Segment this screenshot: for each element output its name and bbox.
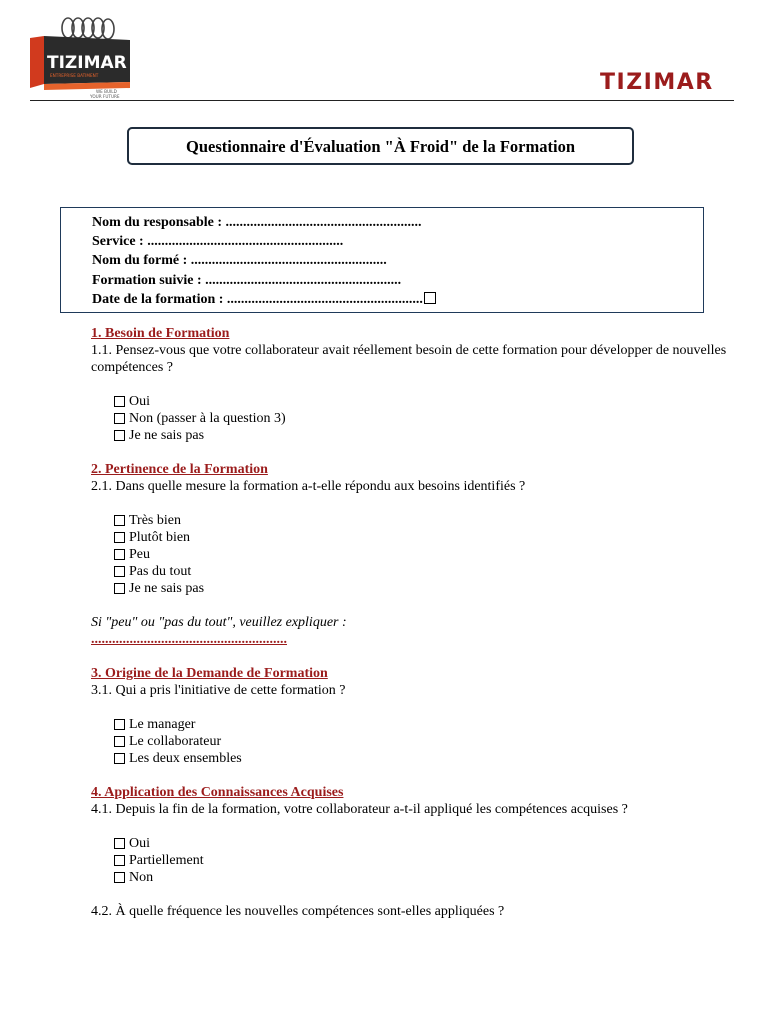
logo-text: TIZIMAR	[47, 53, 127, 73]
option-label: Non (passer à la question 3)	[129, 411, 286, 426]
logo-tagline-2: YOUR FUTURE	[90, 94, 120, 99]
option-label: Oui	[129, 836, 150, 851]
section-1-title: 1. Besoin de Formation	[91, 326, 230, 341]
info-date[interactable]: Date de la formation : ........................................................	[92, 291, 423, 307]
option[interactable]	[91, 529, 731, 546]
option-label: Très bien	[129, 513, 181, 528]
checkbox[interactable]	[114, 413, 125, 424]
option-label: Le collaborateur	[129, 734, 222, 749]
header-divider	[30, 100, 734, 101]
document-title: Questionnaire d'Évaluation "À Froid" de la Formation	[127, 127, 634, 165]
question-3-1: 3.1. Qui a pris l'initiative de cette formation ?	[91, 683, 346, 698]
checkbox[interactable]	[114, 549, 125, 560]
section-3-title: 3. Origine de la Demande de Formation	[91, 666, 328, 681]
option[interactable]	[91, 869, 731, 886]
checkbox[interactable]	[114, 855, 125, 866]
info-responsable[interactable]: Nom du responsable : ........................................................	[92, 215, 422, 230]
option[interactable]	[91, 563, 731, 580]
option[interactable]	[91, 546, 731, 563]
option[interactable]	[91, 512, 731, 529]
explain-note: Si "peu" ou "pas du tout", veuillez expliquer :	[91, 615, 347, 630]
explain-field[interactable]: ........................................................	[91, 632, 287, 647]
question-4-1: 4.1. Depuis la fin de la formation, votre collaborateur a-t-il appliqué les compétences acquises ?	[91, 802, 628, 817]
checkbox[interactable]	[114, 719, 125, 730]
checkbox[interactable]	[114, 566, 125, 577]
info-forme[interactable]: Nom du formé : ........................................................	[92, 253, 387, 269]
checkbox[interactable]	[114, 753, 125, 764]
option-label: Partiellement	[129, 853, 204, 868]
option[interactable]	[91, 835, 731, 852]
brand-name: TIZIMAR	[600, 70, 714, 95]
option-label: Pas du tout	[129, 564, 192, 579]
option-label: Oui	[129, 394, 150, 409]
option-label: Les deux ensembles	[129, 751, 242, 766]
info-date-row	[92, 290, 703, 309]
info-service[interactable]: Service : ........................................................	[92, 234, 344, 250]
info-box	[60, 207, 704, 313]
logo-tagline-1: WE BUILD	[96, 89, 117, 94]
checkbox[interactable]	[114, 396, 125, 407]
question-1-1: 1.1. Pensez-vous que votre collaborateur avait réellement besoin de cette formation pour développer de nouvelles compétences ?	[91, 343, 727, 375]
company-logo	[30, 16, 132, 99]
checkbox[interactable]	[114, 430, 125, 441]
section-4-title: 4. Application des Connaissances Acquises	[91, 785, 344, 800]
section-2-title: 2. Pertinence de la Formation	[91, 462, 268, 477]
date-checkbox[interactable]	[424, 292, 436, 304]
question-2-1: 2.1. Dans quelle mesure la formation a-t-elle répondu aux besoins identifiés ?	[91, 479, 526, 494]
option[interactable]	[91, 427, 731, 444]
info-formation[interactable]: Formation suivie : ........................................................	[92, 272, 402, 288]
option[interactable]	[91, 716, 731, 733]
option-label: Le manager	[129, 717, 196, 732]
questionnaire-content	[91, 325, 731, 920]
checkbox[interactable]	[114, 736, 125, 747]
option-label: Je ne sais pas	[129, 581, 205, 596]
checkbox[interactable]	[114, 515, 125, 526]
option-label: Plutôt bien	[129, 530, 191, 545]
logo-subtitle: ENTREPRISE BATIMENT	[50, 73, 99, 78]
option[interactable]	[91, 410, 731, 427]
option[interactable]	[91, 580, 731, 597]
question-4-2: 4.2. À quelle fréquence les nouvelles compétences sont-elles appliquées ?	[91, 904, 505, 919]
option[interactable]	[91, 750, 731, 767]
checkbox[interactable]	[114, 583, 125, 594]
option-label: Je ne sais pas	[129, 428, 205, 443]
option[interactable]	[91, 393, 731, 410]
checkbox[interactable]	[114, 532, 125, 543]
option-label: Non	[129, 870, 154, 885]
checkbox[interactable]	[114, 838, 125, 849]
option[interactable]	[91, 733, 731, 750]
checkbox[interactable]	[114, 872, 125, 883]
option[interactable]	[91, 852, 731, 869]
option-label: Peu	[129, 547, 150, 562]
